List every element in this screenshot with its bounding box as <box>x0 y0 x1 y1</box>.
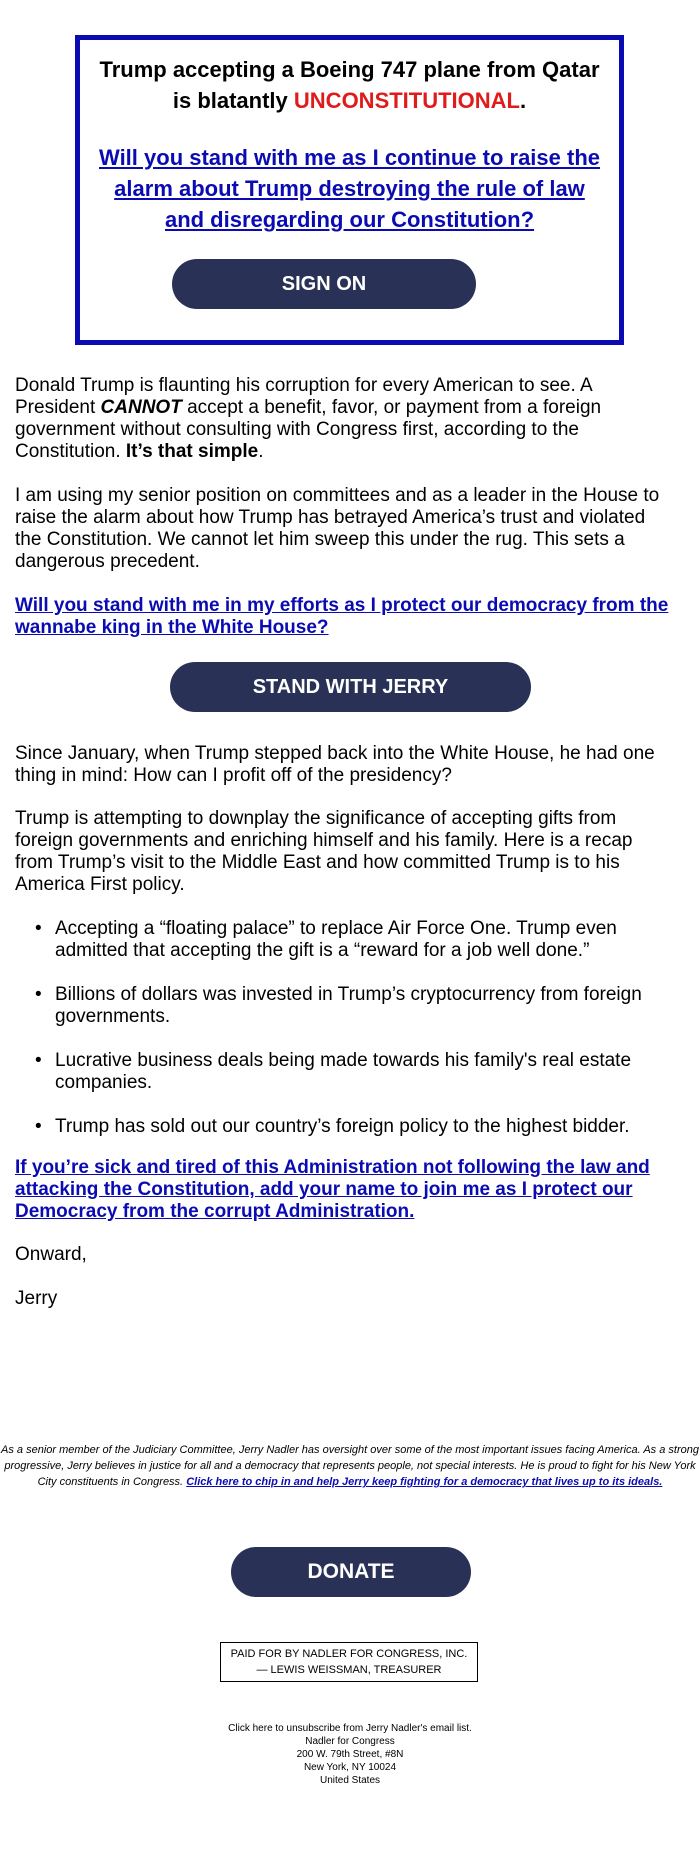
list-item: • Accepting a “floating palace” to replace Air Force One. Trump even admitted that accepting the gift is a “reward for a job well done.” <box>15 918 680 962</box>
add-your-name-link[interactable]: If you’re sick and tired of this Administration not following the law and attacking the Constitution, add your name to join me as I protect our Democracy from the corrupt Administration. <box>15 1157 650 1222</box>
footer <box>0 1722 700 1787</box>
treasurer-line: — LEWIS WEISSMAN, TREASURER <box>256 1664 442 1676</box>
p1-text-a: Donald Trump is flaunting his corruption for every American to see. A President <box>15 375 592 418</box>
recap-list <box>15 918 680 1160</box>
p1-end: . <box>258 441 264 462</box>
hero-title <box>80 54 619 116</box>
stand-with-me-link[interactable]: Will you stand with me in my efforts as I protect our democracy from the wannabe king in the White House? <box>15 595 669 638</box>
hero-title-end: . <box>520 88 527 113</box>
signoff: Onward, <box>15 1244 87 1265</box>
list-item: • Trump has sold out our country’s foreign policy to the highest bidder. <box>15 1116 680 1138</box>
fine-print-bio <box>0 1442 700 1490</box>
footer-org: Nadler for Congress <box>305 1736 395 1747</box>
list-item: • Lucrative business deals being made towards his family's real estate companies. <box>15 1050 680 1094</box>
footer-street: 200 W. 79th Street, #8N <box>296 1749 404 1760</box>
hero-stand-with-me-link[interactable]: Will you stand with me as I continue to raise the alarm about Trump destroying the rule of law and disregarding our Constitution? <box>99 145 600 232</box>
unsubscribe-link[interactable]: Click here to unsubscribe from Jerry Nadler's email list. <box>228 1723 472 1734</box>
paid-for-line: PAID FOR BY NADLER FOR CONGRESS, INC. <box>230 1648 468 1660</box>
paragraph-corruption <box>15 375 675 463</box>
hero-callout-box <box>75 35 624 345</box>
paragraph-senior-position: I am using my senior position on committees and as a leader in the House to raise the alarm about how Trump has betrayed America’s trust and violated the Constitution. We cannot let him sweep this under the rug. This sets a dangerous precedent. <box>15 485 660 572</box>
paid-for-disclaimer <box>220 1642 478 1682</box>
cannot-emphasis: CANNOT <box>100 397 182 418</box>
sign-on-button[interactable]: SIGN ON <box>172 259 476 309</box>
stand-with-jerry-button[interactable]: STAND WITH JERRY <box>170 662 531 712</box>
hero-title-text: Trump accepting a Boeing 747 plane from Qatar is blatantly <box>99 57 600 113</box>
donate-button[interactable]: DONATE <box>231 1547 471 1597</box>
fine-print-text: As a senior member of the Judiciary Committee, Jerry Nadler has oversight over some of the most important issues facing America. As a strong progressive, Jerry believes in justice for all and a democracy that represents people, not special interests. He is proud to fight for his New York City constituents in Congress. <box>1 1444 699 1488</box>
list-item: • Billions of dollars was invested in Trump’s cryptocurrency from foreign governments. <box>15 984 680 1028</box>
chip-in-link[interactable]: Click here to chip in and help Jerry keep fighting for a democracy that lives up to its ideals. <box>186 1476 663 1488</box>
footer-city: New York, NY 10024 <box>303 1762 397 1773</box>
paragraph-since-january: Since January, when Trump stepped back into the White House, he had one thing in mind: How can I profit off of the presidency? <box>15 743 655 786</box>
unconstitutional-highlight: UNCONSTITUTIONAL <box>293 88 520 113</box>
signature: Jerry <box>15 1288 58 1309</box>
footer-country: United States <box>319 1775 381 1786</box>
p1-text-b: accept a benefit, favor, or payment from a foreign government without consulting with Congress first, according to the Constitution. <box>15 397 602 462</box>
paragraph-gifts-recap: Trump is attempting to downplay the significance of accepting gifts from foreign governments and enriching himself and his family. Here is a recap from Trump’s visit to the Middle East and how committed Trump is to his America First policy. <box>15 808 633 895</box>
its-that-simple: It’s that simple <box>125 441 259 462</box>
